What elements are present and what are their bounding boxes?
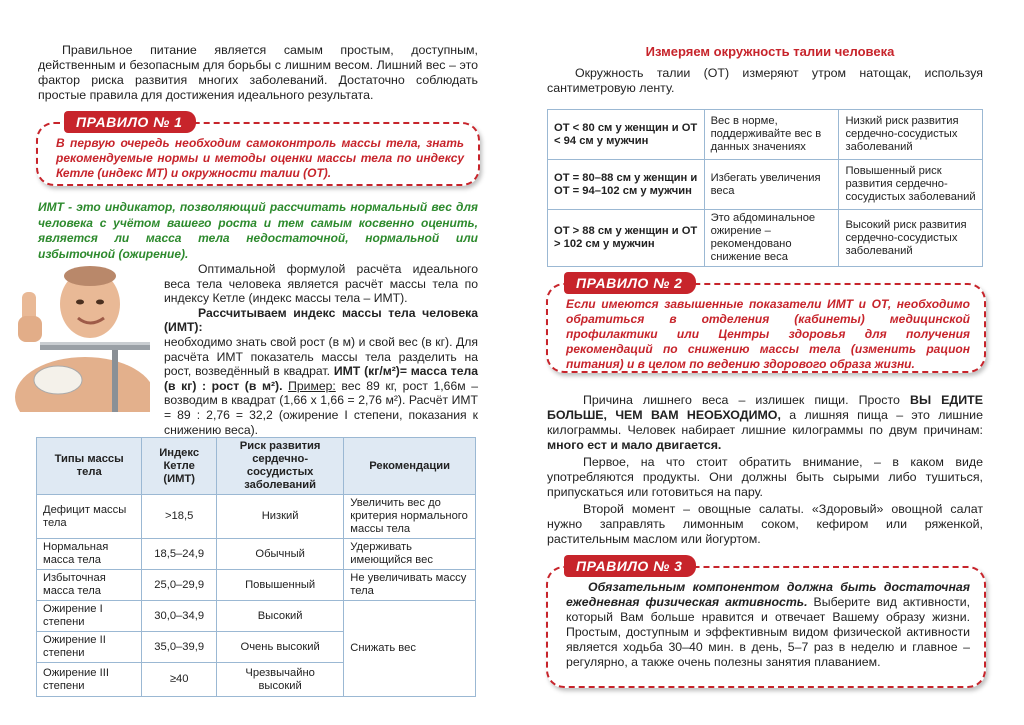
rule-3-bold: Обязательным компонентом должна быть достаточная ежедневная физическая активность. bbox=[566, 580, 970, 609]
waist-table bbox=[547, 109, 983, 267]
bmi-table bbox=[36, 437, 476, 697]
bmi-table-header-row bbox=[37, 438, 476, 495]
rule-3-tag: ПРАВИЛО № 3 bbox=[564, 555, 696, 577]
bmi-cell-type: Ожирение II степени bbox=[37, 632, 142, 663]
formula-body bbox=[164, 335, 478, 437]
bmi-cell-type: Избыточная масса тела bbox=[37, 570, 142, 601]
right-body bbox=[547, 393, 983, 549]
reason-bold-a: ВЫ ЕДИТЕ БОЛЬШЕ, ЧЕМ ВАМ НЕОБХОДИМО, bbox=[547, 393, 983, 422]
bmi-cell-type: Дефицит массы тела bbox=[37, 495, 142, 539]
rule-1-tag: ПРАВИЛО № 1 bbox=[64, 111, 196, 133]
waist-cell-range: ОТ < 80 см у женщин и ОТ < 94 см у мужчин bbox=[548, 110, 705, 160]
rule-2-text: Если имеются завышенные показатели ИМТ и ОТ, необходимо обратиться в отделения (кабинеты) медицинской профилактики или Центры здоровья для получения рекомендаций по снижению массы тела (изменить рацион питания) и в целом по ведению здорового образа жизни. bbox=[566, 297, 970, 371]
bmi-cell-index: 18,5–24,9 bbox=[142, 539, 217, 570]
bmi-cell-index: ≥40 bbox=[142, 663, 217, 697]
formula-bold: ИМТ (кг/м²)= масса тела (в кг) : рост (в м²). bbox=[164, 364, 478, 393]
formula-text-a: необходимо знать свой рост (в м) и свой вес (в кг). Для расчёта ИМТ показатель массы тела разделить на рост, возведённый в квадрат. bbox=[164, 334, 478, 379]
bmi-cell-risk: Повышенный bbox=[216, 570, 343, 601]
bmi-cell-risk: Чрезвычайно высокий bbox=[216, 663, 343, 697]
formula-section bbox=[164, 262, 478, 437]
waist-cell-advice: Вес в норме, поддерживайте вес в данных значениях bbox=[704, 110, 839, 160]
table-row bbox=[548, 210, 983, 267]
bmi-cell-recommendation: Удерживать имеющийся вес bbox=[344, 539, 476, 570]
bmi-cell-type: Ожирение III степени bbox=[37, 663, 142, 697]
formula-intro: Оптимальной формулой расчёта идеального веса тела человека является расчёт массы тела по индексу Кетле (индекс массы тела – ИМТ). bbox=[164, 262, 478, 306]
intro-paragraph: Правильное питание является самым простым, доступным, действенным и безопасным для борьбы с лишним весом. Лишний вес – это фактор риска развития многих заболеваний. Достаточно соблюдать простые правила для достижения идеального результата. bbox=[38, 43, 478, 102]
bmi-header-risk: Риск развития сердечно-сосудистых заболеваний bbox=[216, 438, 343, 495]
waist-cell-risk: Высокий риск развития сердечно-сосудистых заболеваний bbox=[839, 210, 983, 267]
reason-text-a: Причина лишнего веса – излишек пищи. Просто bbox=[583, 393, 900, 407]
first-paragraph: Первое, на что стоит обратить внимание, – в каком виде употребляются продукты. Они должны быть сырыми либо тушиться, припускаться или готовиться на пару. bbox=[547, 455, 983, 499]
reason-paragraph bbox=[547, 393, 983, 453]
second-paragraph: Второй момент – овощные салаты. «Здоровый» овощной салат нужно заправлять лимонным соком, кефиром или ряженкой, растительным маслом или йогуртом. bbox=[547, 502, 983, 546]
waist-cell-range: ОТ = 80–88 см у женщин и ОТ = 94–102 см у мужчин bbox=[548, 160, 705, 210]
waist-cell-range: ОТ > 88 см у женщин и ОТ > 102 см у мужчин bbox=[548, 210, 705, 267]
formula-heading: Рассчитываем индекс массы тела человека (ИМТ): bbox=[164, 305, 478, 335]
formula-text-b: вес 89 кг, рост 1,66м – возводим в квадрат (1,66 х 1,66 = 2,76 м²). Расчёт ИМТ = 89 : 2,76 = 32,2 (ожирение I степени, показания к снижению веса). bbox=[164, 378, 479, 437]
example-label: Пример: bbox=[288, 378, 336, 393]
reason-text-b: а лишняя пища – это лишние килограммы. Человек набирает лишние килограммы по двум причинам: bbox=[547, 408, 983, 437]
bmi-definition: ИМТ - это индикатор, позволяющий рассчитать нормальный вес для человека с учётом вашего роста и тем самым косвенно оценить, является ли масса тела недостаточной, нормальной или избыточной (ожирение). bbox=[38, 200, 478, 261]
bmi-cell-risk: Очень высокий bbox=[216, 632, 343, 663]
reason-bold-b: много ест и мало двигается. bbox=[547, 438, 722, 452]
bmi-header-recommendation: Рекомендации bbox=[344, 438, 476, 495]
rule-1-box bbox=[36, 114, 480, 186]
rule-1-text: В первую очередь необходим самоконтроль массы тела, знать рекомендуемые нормы и методы оценки массы тела по индексу Кетле (индекс МТ) и окружности талии (ОТ). bbox=[56, 136, 464, 180]
table-row bbox=[548, 160, 983, 210]
table-row bbox=[37, 495, 476, 539]
rule-3-text bbox=[566, 580, 970, 670]
bmi-cell-recommendation: Снижать вес bbox=[344, 601, 476, 697]
rule-2-tag: ПРАВИЛО № 2 bbox=[564, 272, 696, 294]
table-row bbox=[548, 110, 983, 160]
table-row bbox=[37, 539, 476, 570]
bmi-cell-risk: Низкий bbox=[216, 495, 343, 539]
bmi-cell-recommendation: Не увеличивать массу тела bbox=[344, 570, 476, 601]
bmi-cell-recommendation: Увеличить вес до критерия нормального массы тела bbox=[344, 495, 476, 539]
bmi-cell-index: 35,0–39,9 bbox=[142, 632, 217, 663]
bmi-header-type: Типы массы тела bbox=[37, 438, 142, 495]
man-scale-photo bbox=[0, 262, 150, 412]
rule-3-body: Выберите вид активности, который Вам больше нравится и отвечает Вашему образу жизни. Простым, доступным и эффективным видом физической активности является ходьба 30–40 мин. в день, 5–7 раз в неделю и главное – регулярно, а также очень полезны занятия плаванием. bbox=[566, 595, 971, 669]
bmi-header-index: Индекс Кетле (ИМТ) bbox=[142, 438, 217, 495]
waist-cell-advice: Это абдоминальное ожирение – рекомендовано снижение веса bbox=[704, 210, 839, 267]
table-row bbox=[37, 601, 476, 632]
waist-cell-advice: Избегать увеличения веса bbox=[704, 160, 839, 210]
bmi-cell-index: 30,0–34,9 bbox=[142, 601, 217, 632]
bmi-cell-risk: Высокий bbox=[216, 601, 343, 632]
waist-intro: Окружность талии (ОТ) измеряют утром натощак, используя сантиметровую ленту. bbox=[547, 66, 983, 95]
waist-cell-risk: Низкий риск развития сердечно-сосудистых заболеваний bbox=[839, 110, 983, 160]
rule-3-box bbox=[546, 558, 986, 688]
bmi-cell-type: Ожирение I степени bbox=[37, 601, 142, 632]
waist-title: Измеряем окружность талии человека bbox=[645, 44, 895, 59]
rule-2-box bbox=[546, 275, 986, 373]
bmi-cell-index: 25,0–29,9 bbox=[142, 570, 217, 601]
bmi-cell-index: >18,5 bbox=[142, 495, 217, 539]
waist-cell-risk: Повышенный риск развития сердечно-сосудистых заболеваний bbox=[839, 160, 983, 210]
table-row bbox=[37, 570, 476, 601]
bmi-cell-type: Нормальная масса тела bbox=[37, 539, 142, 570]
bmi-cell-risk: Обычный bbox=[216, 539, 343, 570]
